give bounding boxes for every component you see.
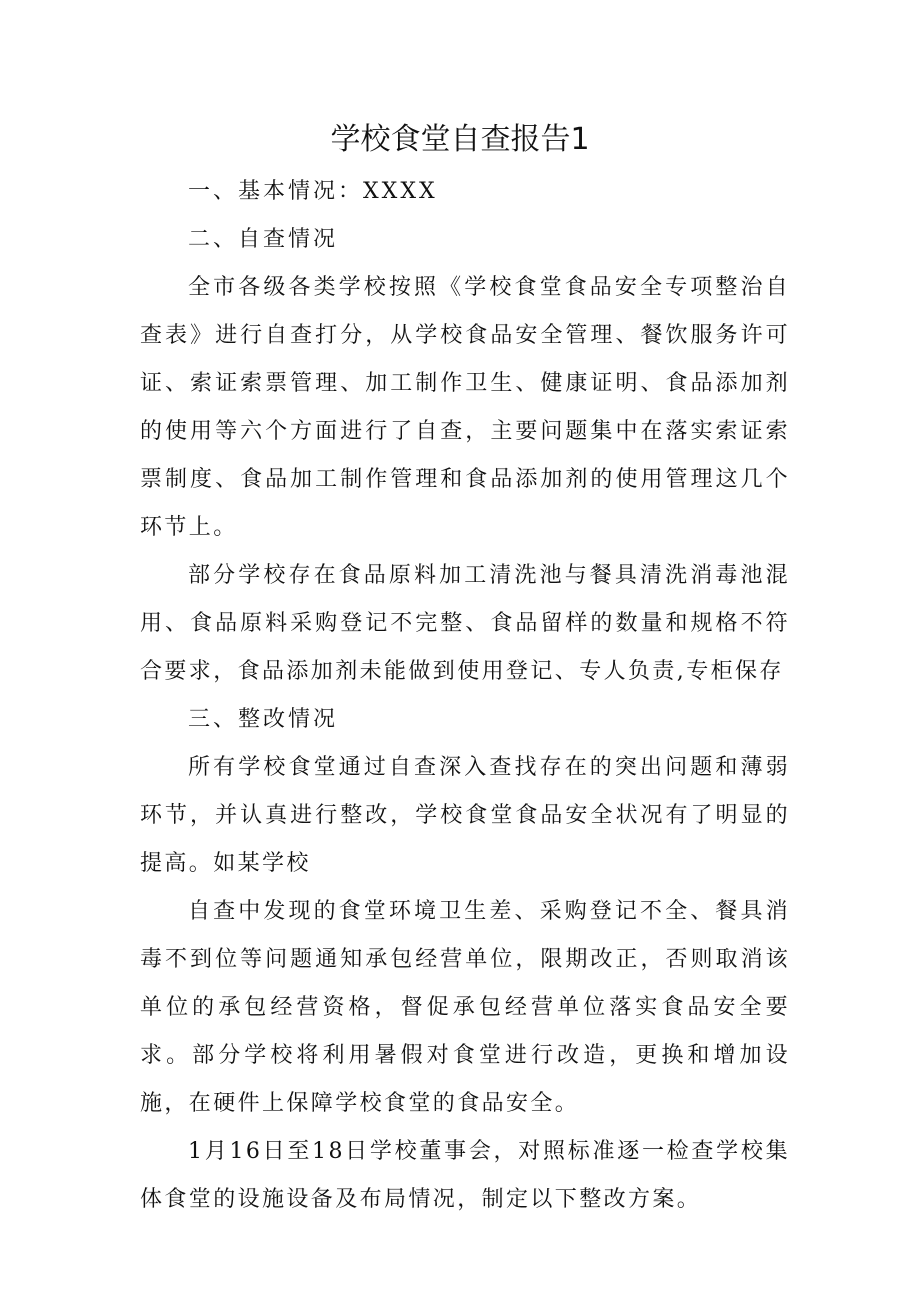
paragraph-rectification-details: 自查中发现的食堂环境卫生差、采购登记不全、餐具消毒不到位等问题通知承包经营单位，限期改正，否则取消该单位的承包经营资格，督促承包经营单位落实食品安全要求。部分学校将利用暑假对食堂进行改造，更换和增加设施，在硬件上保障学校食堂的食品安全。 — [140, 899, 790, 1116]
paragraph-board-inspection: 1月16日至18日学校董事会，对照标准逐一检查学校集体食堂的设施设备及布局情况，制定以下整改方案。 — [140, 1139, 790, 1212]
paragraph-rectification-overview: 所有学校食堂通过自查深入查找存在的突出问题和薄弱环节，并认真进行整改，学校食堂食品安全状况有了明显的提高。如某学校 — [140, 755, 790, 876]
section-heading-basic-info: 一、基本情况：XXXX — [188, 179, 438, 204]
section-heading-self-inspection: 二、自查情况 — [188, 227, 339, 252]
paragraph-self-inspection-overview: 全市各级各类学校按照《学校食堂食品安全专项整治自查表》进行自查打分，从学校食品安全管理、餐饮服务许可证、索证索票管理、加工制作卫生、健康证明、食品添加剂的使用等六个方面进行了自查，主要问题集中在落实索证索票制度、食品加工制作管理和食品添加剂的使用管理这几个环节上。 — [140, 275, 790, 540]
section-heading-rectification: 三、整改情况 — [188, 707, 339, 732]
paragraph-problems-found: 部分学校存在食品原料加工清洗池与餐具清洗消毒池混用、食品原料采购登记不完整、食品留样的数量和规格不符合要求，食品添加剂未能做到使用登记、专人负责,专柜保存 — [140, 563, 790, 684]
document-body — [140, 168, 790, 1224]
document-title: 学校食堂自查报告1 — [330, 122, 590, 157]
